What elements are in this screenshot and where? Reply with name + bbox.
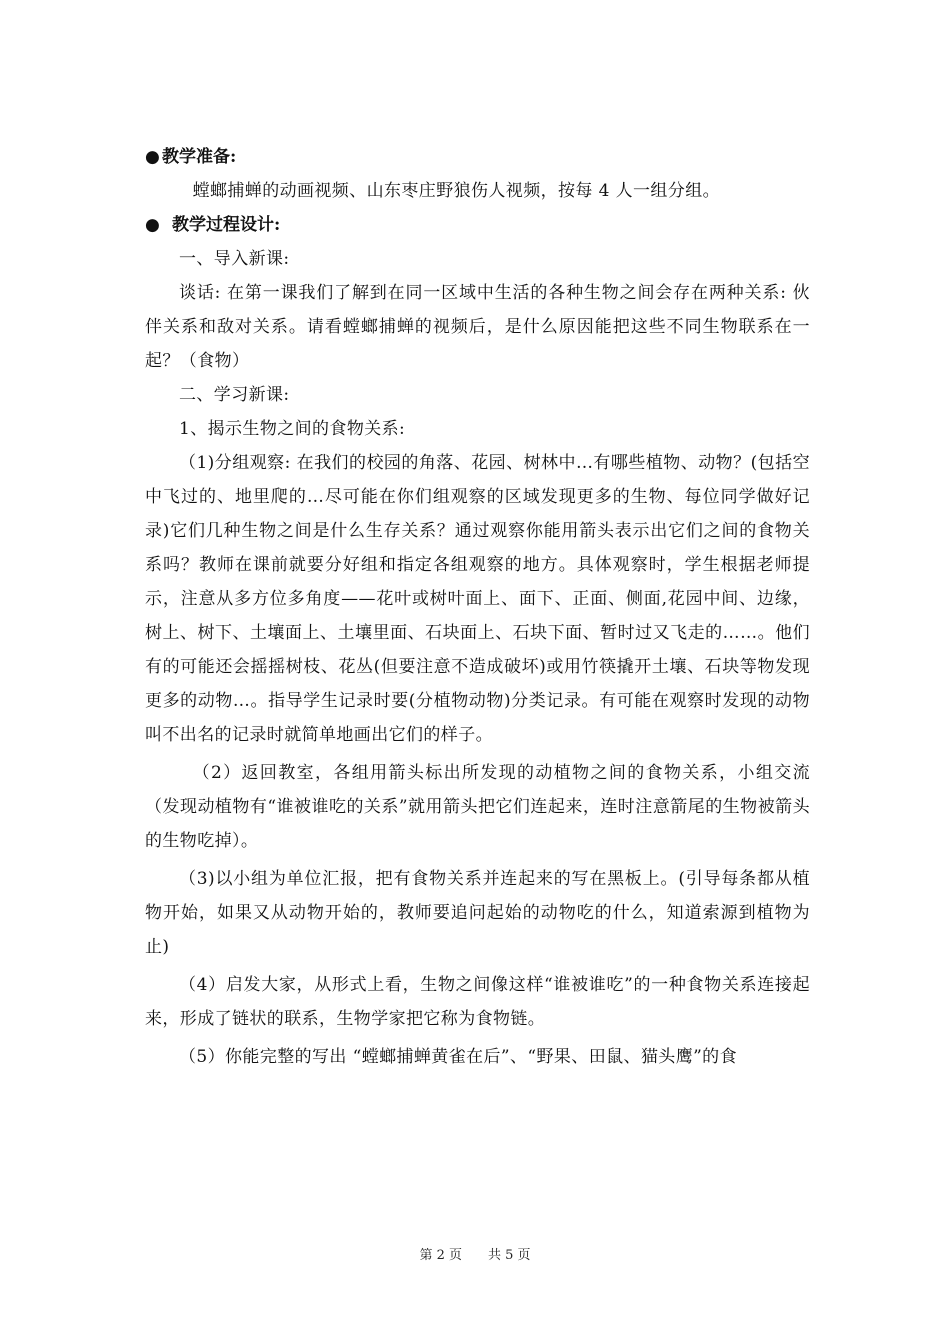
paragraph-step-4: （4）启发大家，从形式上看，生物之间像这样“谁被谁吃”的一种食物关系连接起来，形成了链状的联系，生物学家把它称为食物链。: [145, 975, 810, 1029]
page-total: 共 5 页: [488, 1248, 531, 1263]
subheading-intro: 一、导入新课:: [179, 249, 290, 269]
heading-teaching-preparation: [145, 140, 810, 174]
bullet-icon: ●: [145, 215, 160, 235]
preparation-text: 螳螂捕蝉的动画视频、山东枣庄野狼伤人视频，按每 4 人一组分组。: [192, 181, 721, 201]
subheading-new-lesson: 二、学习新课:: [179, 385, 290, 405]
paragraph-step-5: （5）你能完整的写出 “螳螂捕蝉黄雀在后”、“野果、田鼠、猫头鹰”的食: [179, 1047, 737, 1067]
paragraph-step-2: （2）返回教室，各组用箭头标出所发现的动植物之间的食物关系，小组交流（发现动植物有“谁被谁吃的关系”就用箭头把它们连起来，连时注意箭尾的生物被箭头的生物吃掉）。: [145, 763, 810, 851]
page-number: 第 2 页: [419, 1248, 462, 1263]
document-body: [145, 140, 810, 1074]
bullet-icon: ●: [145, 147, 160, 167]
heading-teaching-process: [145, 208, 810, 242]
page-footer: [0, 1247, 950, 1265]
heading-text: 教学准备:: [162, 147, 237, 167]
heading-text: 教学过程设计:: [172, 215, 281, 235]
paragraph-step-1: （1)分组观察: 在我们的校园的角落、花园、树林中…有哪些植物、动物？(包括空中飞过的、地里爬的…尽可能在你们组观察的区域发现更多的生物、每位同学做好记录)它们几种生物之间是什么生存关系？通过观察你能用箭头表示出它们之间的食物关系吗？教师在课前就要分好组和指定各组观察的地方。具体观察时，学生根据老师提示，注意从多方位多角度——花叶或树叶面上、面下、正面、侧面,花园中间、边缘，树上、树下、土壤面上、土壤里面、石块面上、石块下面、暂时过又飞走的……。他们有的可能还会摇摇树枝、花丛(但要注意不造成破坏)或用竹筷撬开土壤、石块等物发现更多的动物…。指导学生记录时要(分植物动物)分类记录。有可能在观察时发现的动物叫不出名的记录时就简单地画出它们的样子。: [145, 453, 810, 745]
paragraph-talk: 谈话: 在第一课我们了解到在同一区域中生活的各种生物之间会存在两种关系: 伙伴关系和敌对关系。请看螳螂捕蝉的视频后，是什么原因能把这些不同生物联系在一起？（食物）: [145, 283, 810, 371]
paragraph-step-3: （3)以小组为单位汇报，把有食物关系并连起来的写在黑板上。(引导每条都从植物开始，如果又从动物开始的，教师要追问起始的动物吃的什么，知道索源到植物为止): [145, 869, 810, 957]
subheading-food-relations: 1、揭示生物之间的食物关系:: [179, 419, 406, 439]
